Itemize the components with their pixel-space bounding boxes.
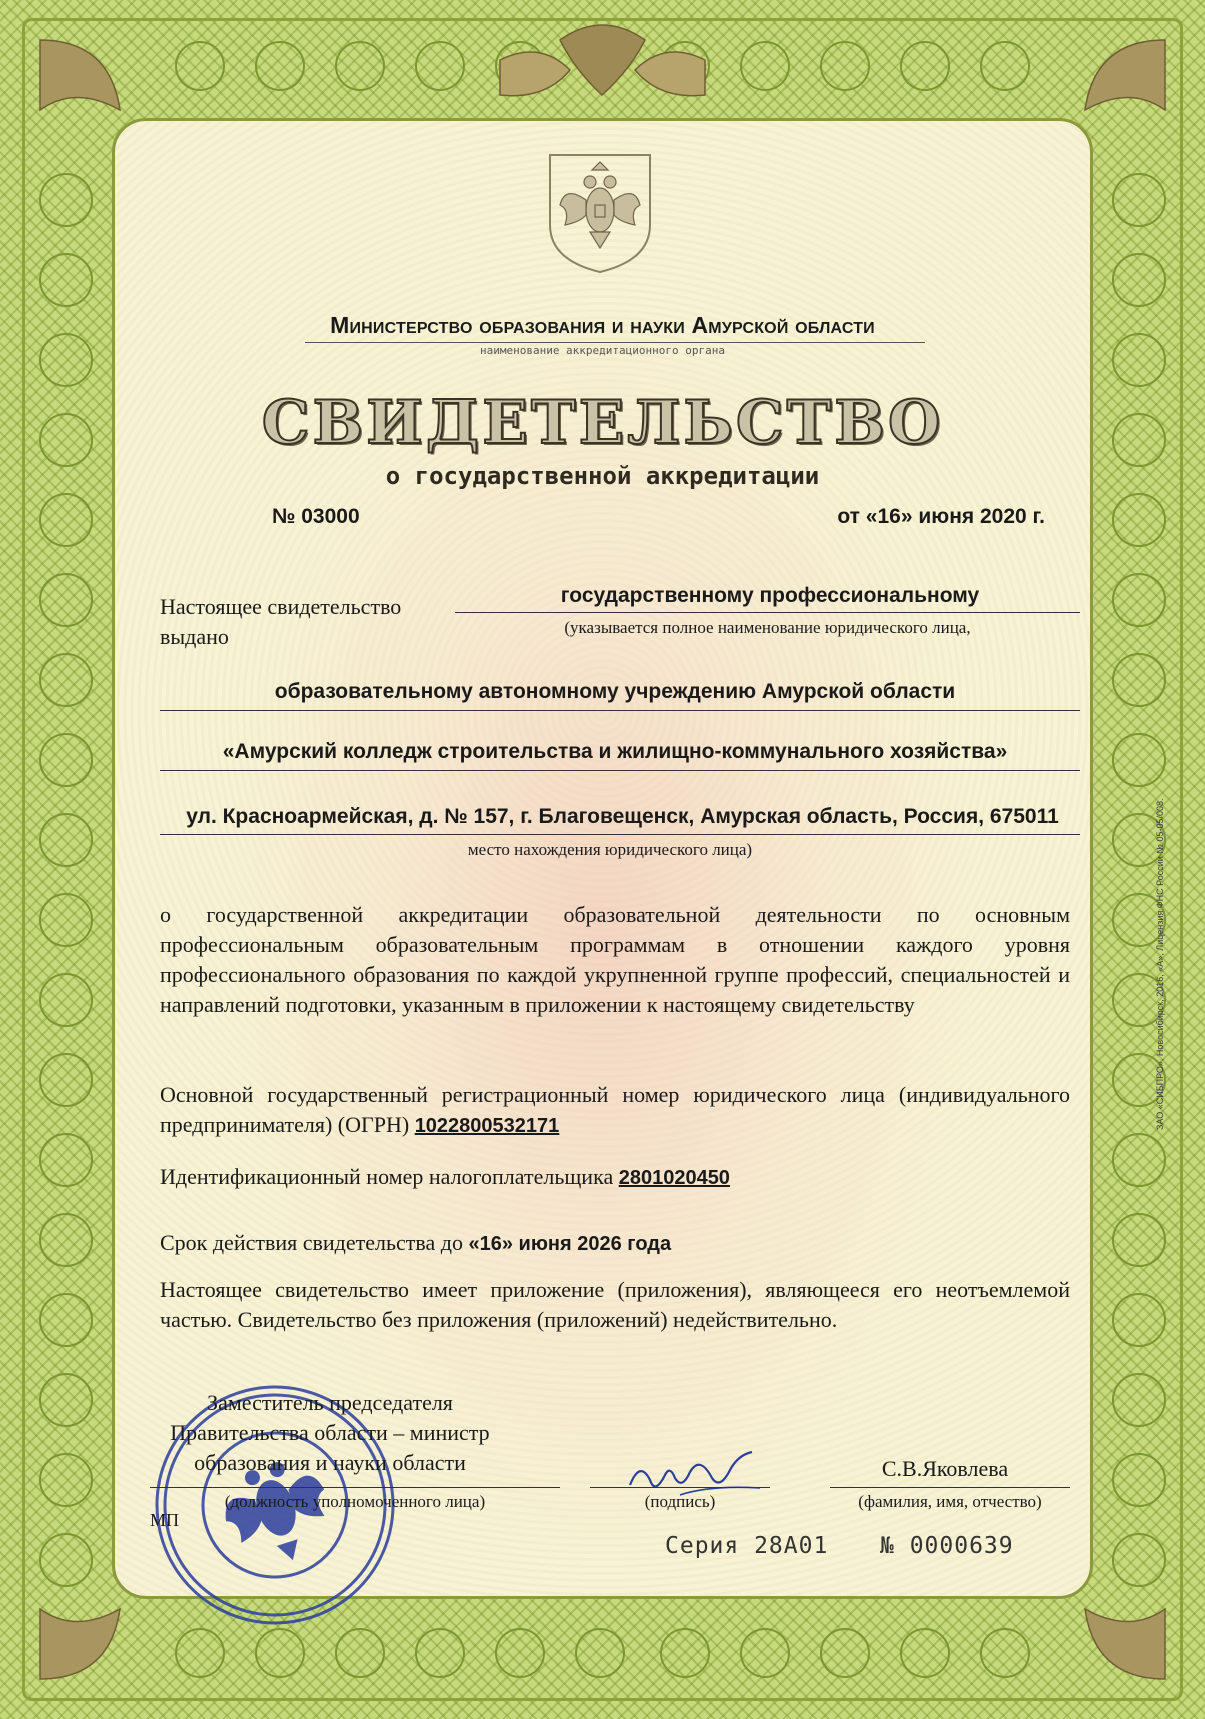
ministry-name: Министерство образования и науки Амурской области [330,312,875,338]
inn-block [160,1162,1070,1193]
issued-rule-1 [455,612,1080,613]
ogrn-label: Основной государственный регистрационный номер юридического лица (индивидуального предпринимателя) (ОГРН) [160,1082,1070,1137]
signer-position-line-3: образования и науки области [194,1450,466,1475]
inn-value: 2801020450 [618,1167,730,1189]
issued-address: ул. Красноармейская, д. № 157, г. Благовещенск, Амурская область, Россия, 675011 [186,805,1059,828]
certificate-date: от «16» июня 2020 г. [837,505,1045,528]
signature-rule [590,1487,770,1488]
mp-mark: МП [150,1510,180,1530]
signer-name: С.В.Яковлева [881,1456,1009,1481]
signer-position-line-1: Заместитель председателя [207,1390,453,1415]
issued-hint-1: (указывается полное наименование юридического лица, [564,618,971,637]
certificate-number: № 03000 [272,505,360,528]
issued-hint-2: место нахождения юридического лица) [467,840,753,859]
issued-rule-4 [160,834,1080,835]
ministry-rule [305,342,925,343]
document-subtitle: о государственной аккредитации [385,462,820,490]
ogrn-value: 1022800532171 [414,1115,560,1137]
validity-value: «16» июня 2026 года [468,1233,672,1255]
validity-block [160,1228,1070,1259]
ministry-note: наименование аккредитационного органа [479,344,726,357]
name-rule [830,1487,1070,1488]
signer-position [160,1388,500,1478]
printer-imprint: ЗАО «СИБПРО», Новосибирск, 2016, «А», Лицензия ФНС России № 05-05/008. [1155,798,1165,1130]
position-rule [150,1487,560,1488]
document-title: СВИДЕТЕЛЬСТВО [261,388,944,458]
blank-series: Серия 28А01 [665,1533,829,1559]
coat-of-arms-icon [545,150,655,275]
blank-serial-number: № 0000639 [880,1533,1014,1559]
signature-hint: (подпись) [644,1492,716,1511]
accreditation-text: о государственной аккредитации образовательной деятельности по основным профессиональным образовательным программам в отношении каждого уровня профессионального образования по каждой укрупненной группе профессий, специальностей и направлений подготовки, указанным в приложении к настоящему свидетельству [160,902,1070,1017]
issued-rule-2 [160,710,1080,711]
issued-line-3: «Амурский колледж строительства и жилищно-коммунального хозяйства» [222,740,1008,763]
issued-line-2: образовательному автономному учреждению Амурской области [274,680,956,703]
appendix-note: Настоящее свидетельство имеет приложение (приложения), являющееся его неотъемлемой частью. Свидетельство без приложения (приложений) недействительно. [160,1277,1070,1332]
signer-position-line-2: Правительства области – министр [170,1420,490,1445]
issued-label: Настоящее свидетельство выдано [160,594,402,649]
issued-line-1: государственному профессиональному [560,584,980,607]
validity-label: Срок действия свидетельства до [160,1230,463,1255]
name-hint: (фамилия, имя, отчество) [858,1492,1042,1511]
issued-rule-3 [160,770,1080,771]
inn-label: Идентификационный номер налогоплательщика [160,1164,614,1189]
ogrn-block [160,1080,1070,1141]
position-hint: (должность уполномоченного лица) [224,1492,486,1511]
